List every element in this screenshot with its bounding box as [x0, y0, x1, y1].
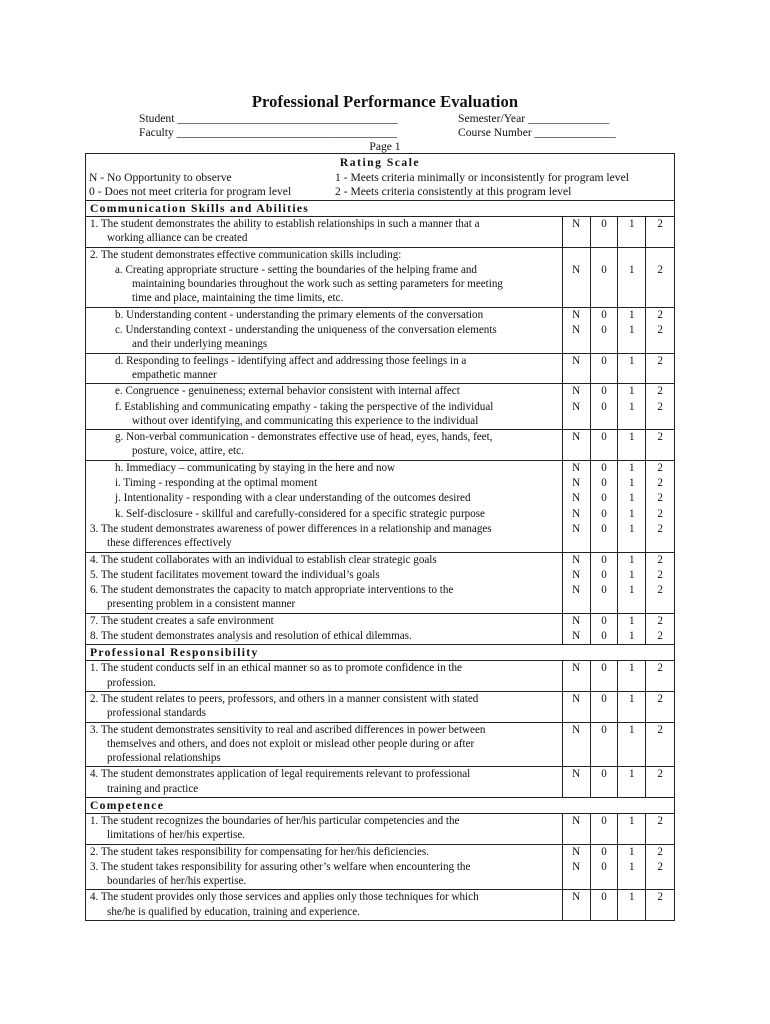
criterion-row	[86, 890, 674, 921]
criterion-text	[86, 890, 562, 920]
rating-cell-1[interactable]: 1	[617, 308, 645, 323]
criterion-row	[86, 553, 674, 568]
rating-cell-2[interactable]: 2	[645, 354, 674, 384]
rating-cell-1[interactable]: 1	[617, 583, 645, 613]
criterion-text	[86, 491, 562, 506]
criterion-line: presenting problem in a consistent manner	[107, 598, 296, 611]
criterion-text	[86, 814, 562, 844]
rating-cell-2[interactable]: 2	[645, 308, 674, 323]
rating-cell-2[interactable]: 2	[645, 661, 674, 691]
rating-cell-2[interactable]: 2	[645, 767, 674, 797]
rating-cell-0[interactable]: 0	[590, 614, 618, 629]
rating-cell-1[interactable]: 1	[617, 430, 645, 460]
rating-cell-0[interactable]: 0	[590, 814, 618, 844]
rating-cell-n[interactable]: N	[562, 845, 590, 860]
criterion-line: working alliance can be created	[107, 232, 248, 245]
rating-cell-n[interactable]: N	[562, 476, 590, 491]
criterion-line: boundaries of her/his expertise.	[107, 875, 247, 888]
rating-cell-1[interactable]: 1	[617, 461, 645, 476]
rating-cell-n[interactable]: N	[562, 491, 590, 506]
criterion-line: empathetic manner	[132, 368, 217, 381]
rating-cell-2[interactable]: 2	[645, 845, 674, 860]
criterion-row	[86, 522, 674, 553]
rating-cell-n[interactable]: N	[562, 723, 590, 767]
rating-cell-0[interactable]: 0	[590, 522, 618, 552]
criterion-text	[86, 354, 562, 384]
criterion-row	[86, 568, 674, 583]
faculty-field[interactable]: Faculty ______________________________________	[139, 126, 397, 139]
rating-cell-2[interactable]: 2	[645, 507, 674, 522]
rating-cell-0[interactable]: 0	[590, 890, 618, 920]
criterion-line: 2. The student takes responsibility for compensating for her/his deficiencies.	[90, 845, 429, 858]
rating-cell-2[interactable]: 2	[645, 491, 674, 506]
criterion-line: 7. The student creates a safe environment	[90, 614, 274, 627]
rating-cell-0[interactable]: 0	[590, 384, 618, 399]
criterion-text	[86, 553, 562, 568]
rating-cell-n[interactable]: N	[562, 354, 590, 384]
criterion-row	[86, 583, 674, 614]
rating-cell-2[interactable]: 2	[645, 692, 674, 722]
rating-cell-n[interactable]: N	[562, 461, 590, 476]
rating-cell-2[interactable]: 2	[645, 583, 674, 613]
criterion-row	[86, 814, 674, 845]
criterion-line: 4. The student provides only those services and applies only those techniques for which	[90, 891, 479, 904]
criterion-row	[86, 400, 674, 431]
rating-cell-2[interactable]: 2	[645, 430, 674, 460]
rating-cell-2[interactable]: 2	[645, 890, 674, 920]
criterion-text	[86, 323, 562, 353]
rating-cell-n[interactable]: N	[562, 767, 590, 797]
criterion-text	[86, 476, 562, 491]
criterion-line: limitations of her/his expertise.	[107, 829, 246, 842]
criterion-row	[86, 491, 674, 506]
rating-cell-1[interactable]: 1	[617, 814, 645, 844]
rating-cell-2[interactable]: 2	[645, 522, 674, 552]
criterion-line: without over identifying, and communicating this experience to the individual	[132, 414, 479, 427]
rating-cell-n[interactable]: N	[562, 890, 590, 920]
rating-cell-n[interactable]: N	[562, 217, 590, 247]
legend-n: N - No Opportunity to observe	[89, 171, 232, 184]
legend-zero: 0 - Does not meet criteria for program level	[89, 185, 292, 198]
criterion-line: 3. The student takes responsibility for assuring other’s welfare when encountering the	[90, 860, 471, 873]
rating-cell-1[interactable]: 1	[617, 476, 645, 491]
rating-cell-1[interactable]: 1	[617, 661, 645, 691]
criterion-text	[86, 308, 562, 323]
rating-cell-2[interactable]: 2	[645, 860, 674, 890]
rating-cell-0[interactable]: 0	[590, 860, 618, 890]
rating-cell-0	[590, 248, 618, 263]
rating-cell-2[interactable]: 2	[645, 814, 674, 844]
criterion-text	[86, 860, 562, 890]
criterion-text	[86, 661, 562, 691]
rating-cell-0[interactable]: 0	[590, 767, 618, 797]
criterion-line: training and practice	[107, 782, 199, 795]
rating-cell-n[interactable]: N	[562, 614, 590, 629]
criterion-row	[86, 845, 674, 860]
criterion-text	[86, 400, 562, 430]
criterion-row	[86, 354, 674, 385]
rating-cell-1[interactable]: 1	[617, 217, 645, 247]
criterion-text	[86, 522, 562, 552]
rating-cell-1[interactable]: 1	[617, 860, 645, 890]
criterion-text	[86, 692, 562, 722]
criterion-line: i. Timing - responding at the optimal moment	[115, 477, 318, 490]
rating-cell-n	[562, 248, 590, 263]
rating-cell-n[interactable]: N	[562, 661, 590, 691]
rating-cell-n[interactable]: N	[562, 400, 590, 430]
rating-cell-0[interactable]: 0	[590, 430, 618, 460]
criterion-line: themselves and others, and does not exploit or mislead other people during or after	[107, 737, 475, 750]
rating-cell-1[interactable]: 1	[617, 629, 645, 644]
criterion-line: g. Non-verbal communication - demonstrates effective use of head, eyes, hands, feet,	[115, 431, 493, 444]
rating-scale-legend	[86, 154, 674, 201]
criterion-row	[86, 384, 674, 399]
rating-cell-n[interactable]: N	[562, 308, 590, 323]
criterion-text	[86, 614, 562, 629]
rating-cell-n[interactable]: N	[562, 860, 590, 890]
criterion-row	[86, 248, 674, 263]
rating-cell-2[interactable]: 2	[645, 384, 674, 399]
criterion-text	[86, 461, 562, 476]
rating-cell-1[interactable]: 1	[617, 890, 645, 920]
rating-cell-0[interactable]: 0	[590, 323, 618, 353]
rating-cell-0[interactable]: 0	[590, 217, 618, 247]
criterion-text	[86, 217, 562, 247]
rating-cell-2[interactable]: 2	[645, 614, 674, 629]
criterion-line: maintaining boundaries throughout the work such as setting parameters for meeting	[132, 278, 503, 291]
criterion-text	[86, 430, 562, 460]
criterion-line: d. Responding to feelings - identifying affect and addressing those feelings in a	[115, 354, 467, 367]
legend-one: 1 - Meets criteria minimally or inconsistently for program level	[335, 171, 629, 184]
rating-cell-1[interactable]: 1	[617, 384, 645, 399]
rating-cell-1[interactable]: 1	[617, 522, 645, 552]
legend-two: 2 - Meets criteria consistently at this program level	[335, 185, 572, 198]
rating-cell-0[interactable]: 0	[590, 461, 618, 476]
criterion-line: 3. The student demonstrates awareness of power differences in a relationship and manages	[90, 522, 492, 535]
rating-cell-n[interactable]: N	[562, 507, 590, 522]
rating-cell-n[interactable]: N	[562, 692, 590, 722]
rating-cell-0[interactable]: 0	[590, 568, 618, 583]
rating-cell-n[interactable]: N	[562, 583, 590, 613]
rating-cell-n[interactable]: N	[562, 553, 590, 568]
rating-cell-n[interactable]: N	[562, 384, 590, 399]
rating-cell-1[interactable]: 1	[617, 354, 645, 384]
rating-cell-n[interactable]: N	[562, 263, 590, 307]
rating-cell-0[interactable]: 0	[590, 723, 618, 767]
section-heading: Professional Responsibility	[86, 645, 674, 661]
rating-cell-0[interactable]: 0	[590, 263, 618, 307]
rating-cell-0[interactable]: 0	[590, 845, 618, 860]
criterion-line: b. Understanding content - understanding the primary elements of the conversation	[115, 308, 484, 321]
rating-cell-1[interactable]: 1	[617, 723, 645, 767]
rating-cell-1[interactable]: 1	[617, 400, 645, 430]
rating-cell-0[interactable]: 0	[590, 583, 618, 613]
rating-cell-1[interactable]: 1	[617, 491, 645, 506]
rating-cell-2[interactable]: 2	[645, 553, 674, 568]
rating-cell-1[interactable]: 1	[617, 845, 645, 860]
criterion-row	[86, 263, 674, 308]
criterion-line: c. Understanding context - understanding the uniqueness of the conversation elements	[115, 324, 497, 337]
criterion-line: 1. The student demonstrates the ability to establish relationships in such a manner that a	[90, 218, 480, 230]
criterion-line: professional standards	[107, 707, 206, 720]
criterion-text	[86, 723, 562, 767]
rating-cell-n[interactable]: N	[562, 629, 590, 644]
criterion-row	[86, 661, 674, 692]
criterion-line: 5. The student facilitates movement toward the individual’s goals	[90, 568, 380, 581]
criterion-line: she/he is qualified by education, training and experience.	[107, 905, 360, 918]
rating-cell-2	[645, 248, 674, 263]
rating-cell-n[interactable]: N	[562, 522, 590, 552]
rating-cell-0[interactable]: 0	[590, 354, 618, 384]
criterion-row	[86, 323, 674, 354]
rating-cell-2[interactable]: 2	[645, 263, 674, 307]
rating-cell-0[interactable]: 0	[590, 507, 618, 522]
rating-cell-n[interactable]: N	[562, 568, 590, 583]
criterion-line: 1. The student recognizes the boundaries of her/his particular competencies and the	[90, 814, 460, 827]
criterion-row	[86, 461, 674, 476]
criterion-text	[86, 583, 562, 613]
rating-cell-0[interactable]: 0	[590, 491, 618, 506]
criterion-line: professional relationships	[107, 752, 221, 765]
rating-cell-1[interactable]: 1	[617, 767, 645, 797]
form-title: Professional Performance Evaluation	[251, 92, 519, 111]
criterion-line: 8. The student demonstrates analysis and resolution of ethical dilemmas.	[90, 630, 412, 643]
criterion-text	[86, 568, 562, 583]
criterion-line: h. Immediacy – communicating by staying in the here and now	[115, 461, 396, 474]
rating-cell-1[interactable]: 1	[617, 323, 645, 353]
criterion-line: and their underlying meanings	[132, 338, 268, 351]
criterion-line: posture, voice, attire, etc.	[132, 445, 244, 458]
criterion-line: 2. The student relates to peers, professors, and others in a manner consistent with stated	[90, 692, 479, 705]
semester-year-field[interactable]: Semester/Year ______________	[458, 112, 610, 125]
student-field[interactable]: Student ______________________________________	[139, 112, 398, 125]
criterion-row	[86, 723, 674, 768]
criterion-line: 4. The student collaborates with an individual to establish clear strategic goals	[90, 553, 437, 566]
course-number-field[interactable]: Course Number ______________	[458, 126, 616, 139]
rating-cell-n[interactable]: N	[562, 323, 590, 353]
criterion-line: 4. The student demonstrates application of legal requirements relevant to professional	[90, 768, 471, 781]
section-heading: Communication Skills and Abilities	[86, 201, 674, 217]
criteria-rows	[86, 201, 674, 921]
rating-cell-0[interactable]: 0	[590, 400, 618, 430]
evaluation-table	[85, 153, 675, 921]
rating-cell-1	[617, 248, 645, 263]
criterion-line: a. Creating appropriate structure - setting the boundaries of the helping frame and	[115, 263, 477, 276]
criterion-text	[86, 263, 562, 307]
criterion-line: 1. The student conducts self in an ethical manner so as to promote confidence in the	[90, 662, 462, 675]
criterion-line: e. Congruence - genuineness; external behavior consistent with internal affect	[115, 385, 460, 398]
criterion-line: f. Establishing and communicating empathy - taking the perspective of the individual	[115, 400, 494, 413]
criterion-text	[86, 248, 562, 263]
criterion-line: j. Intentionality - responding with a clear understanding of the outcomes desired	[115, 492, 471, 505]
criterion-row	[86, 476, 674, 491]
rating-cell-2[interactable]: 2	[645, 323, 674, 353]
criterion-text	[86, 845, 562, 860]
rating-cell-2[interactable]: 2	[645, 461, 674, 476]
criterion-row	[86, 430, 674, 461]
criterion-row	[86, 308, 674, 323]
rating-cell-n[interactable]: N	[562, 814, 590, 844]
criterion-text	[86, 384, 562, 399]
rating-cell-0[interactable]: 0	[590, 661, 618, 691]
rating-cell-1[interactable]: 1	[617, 692, 645, 722]
criterion-text	[86, 507, 562, 522]
rating-cell-2[interactable]: 2	[645, 217, 674, 247]
rating-cell-2[interactable]: 2	[645, 629, 674, 644]
criterion-line: 6. The student demonstrates the capacity to match appropriate interventions to the	[90, 584, 454, 597]
rating-cell-1[interactable]: 1	[617, 263, 645, 307]
criterion-text	[86, 629, 562, 644]
criterion-line: 3. The student demonstrates sensitivity to real and ascribed differences in power between	[90, 723, 486, 736]
criterion-line: 2. The student demonstrates effective communication skills including:	[90, 248, 402, 261]
criterion-line: profession.	[107, 676, 156, 689]
rating-scale-title: Rating Scale	[339, 156, 421, 169]
criterion-line: these differences effectively	[107, 537, 232, 550]
page-number: Page 1	[369, 140, 401, 153]
criterion-line: time and place, maintaining the time limits, etc.	[132, 292, 344, 305]
rating-cell-0[interactable]: 0	[590, 692, 618, 722]
criterion-row	[86, 629, 674, 645]
rating-cell-n[interactable]: N	[562, 430, 590, 460]
criterion-line: k. Self-disclosure - skillful and carefully-considered for a specific strategic purpose	[115, 507, 485, 520]
criterion-row	[86, 614, 674, 629]
rating-cell-0[interactable]: 0	[590, 308, 618, 323]
criterion-row	[86, 767, 674, 798]
criterion-row	[86, 692, 674, 723]
section-heading: Competence	[86, 798, 674, 814]
rating-cell-1[interactable]: 1	[617, 553, 645, 568]
rating-cell-0[interactable]: 0	[590, 629, 618, 644]
rating-cell-1[interactable]: 1	[617, 614, 645, 629]
rating-cell-2[interactable]: 2	[645, 723, 674, 767]
rating-cell-1[interactable]: 1	[617, 568, 645, 583]
criterion-text	[86, 767, 562, 797]
rating-cell-2[interactable]: 2	[645, 476, 674, 491]
criterion-row	[86, 860, 674, 891]
criterion-row	[86, 217, 674, 248]
rating-cell-2[interactable]: 2	[645, 400, 674, 430]
rating-cell-1[interactable]: 1	[617, 507, 645, 522]
rating-cell-0[interactable]: 0	[590, 553, 618, 568]
criterion-row	[86, 507, 674, 522]
rating-cell-2[interactable]: 2	[645, 568, 674, 583]
rating-cell-0[interactable]: 0	[590, 476, 618, 491]
